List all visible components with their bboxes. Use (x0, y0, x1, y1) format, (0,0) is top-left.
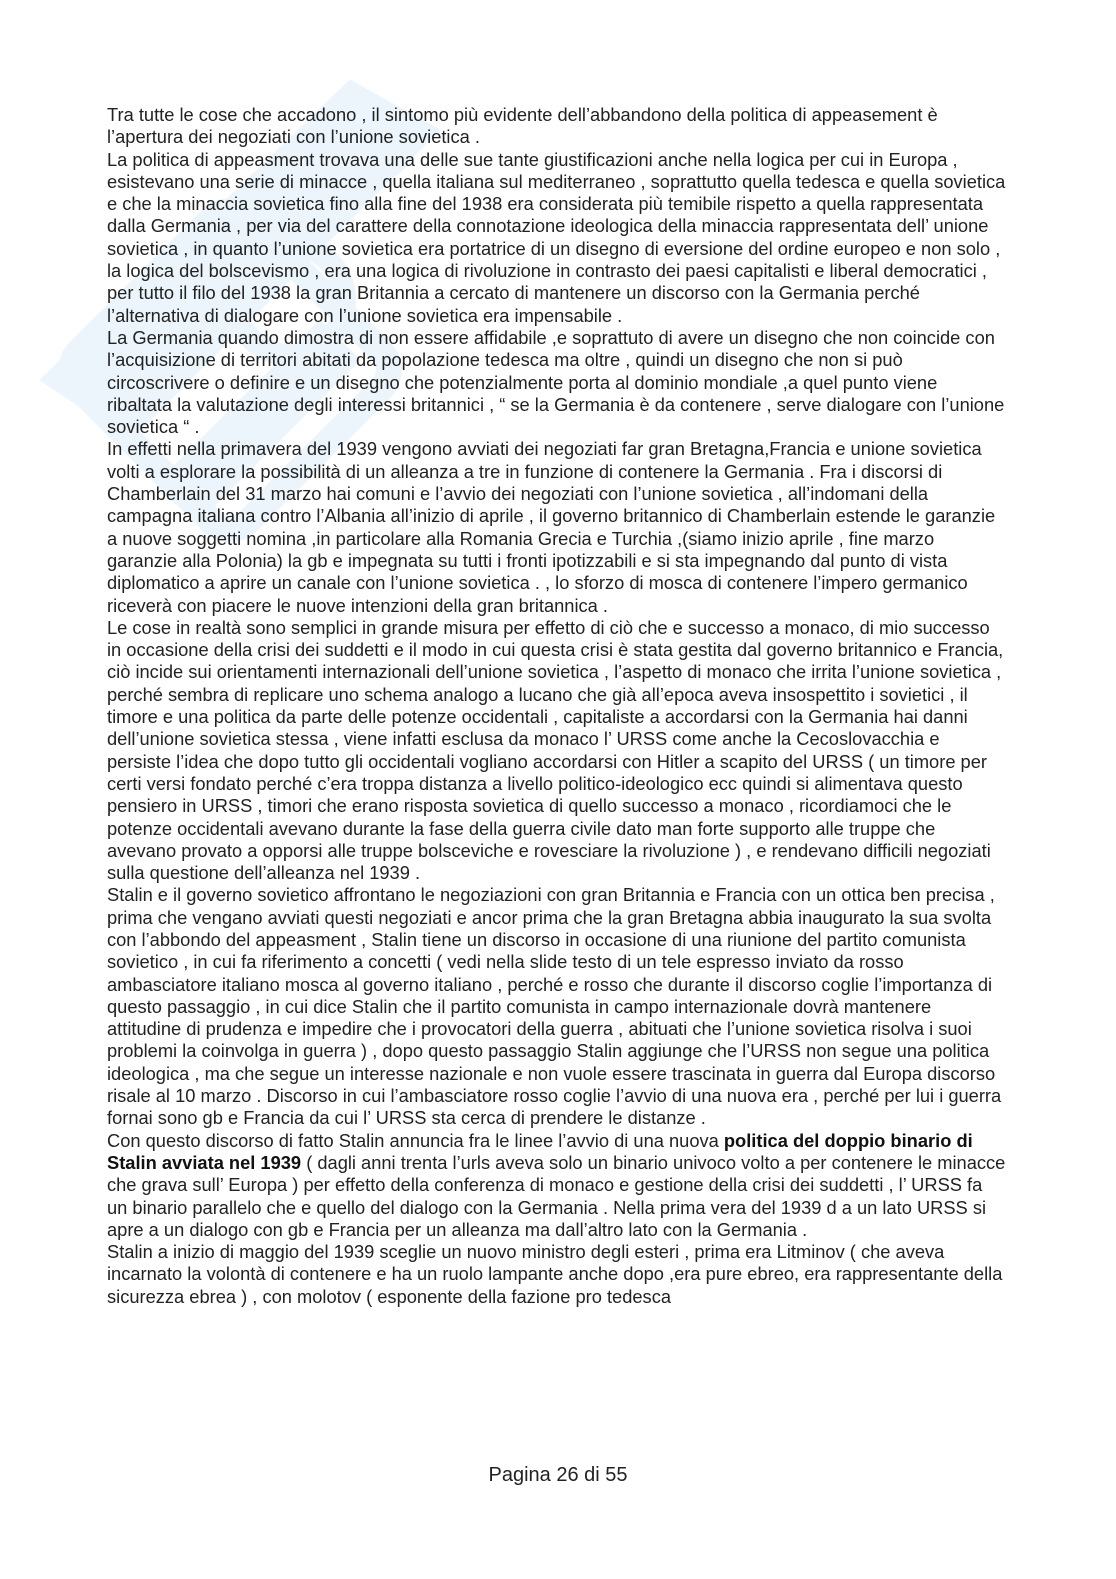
paragraph: Stalin e il governo sovietico affrontano le negoziazioni con gran Britannia e Francia con un ottica ben precisa , prima che vengano avviati questi negoziati e ancor prima che la gran Bretagna abbia inaugurato la sua svolta con l’abbondo del appeasment , Stalin tiene un discorso in occasione di una riunione del partito comunista sovietico , in cui fa riferimento a concetti ( vedi nella slide testo di un tele espresso inviato da rosso ambasciatore italiano mosca al governo italiano , perché e rosso che durante il discorso coglie l’importanza di questo passaggio , in cui dice Stalin che il partito comunista in campo internazionale dovrà mantenere attitudine di prudenza e impedire che i provocatori della guerra , abituati che l’unione sovietica risolva i suoi problemi la coinvolga in guerra ) , dopo questo passaggio Stalin aggiunge che l’URSS non segue una politica ideologica , ma che segue un interesse nazionale e non vuole essere trascinata in guerra dal Europa discorso risale al 10 marzo . Discorso in cui l’ambasciatore rosso coglie l’avvio di una nuova era , perché per lui i guerra fornai sono gb e Francia da cui l’ URSS sta cerca di prendere le distanze . (107, 884, 1002, 1129)
paragraph: La Germania quando dimostra di non essere affidabile ,e soprattuto di avere un disegno che non coincide con l’acquisizione di territori abitati da popolazione tedesca ma oltre , quindi un disegno che non si può circoscrivere o definire e un disegno che potenzialmente porta al dominio mondiale ,a quel punto viene ribaltata la valutazione degli interessi britannici , “ se la Germania è da contenere , serve dialogare con l’unione sovietica “ . (107, 326, 1005, 438)
page-number: Pagina 26 di 55 (488, 1464, 628, 1486)
paragraph (107, 1130, 1007, 1241)
paragraph: Le cose in realtà sono semplici in grande misura per effetto di ciò che e successo a monaco, di mio successo in occasione della crisi dei suddetti e il modo in cui questa crisi è stata gestita dal governo britannico e Francia, ciò incide sui orientamenti internazionali dell’unione sovietica , l’aspetto di monaco che irrita l’unione sovietica , perché sembra di replicare uno schema analogo a lucano che già all’epoca aveva insospettito i sovietici , il timore e una politica da parte delle potenze occidentali , capitaliste a accordarsi con la Germania hai danni dell’unione sovietica stessa , viene infatti esclusa da monaco l’ URSS come anche la Cecoslovacchia e persiste l’idea che dopo tutto gli occidentali vogliano accordarsi con Hitler a scapito del URSS ( un timore per certi versi fondato perché c’era troppa distanza a livello politico-ideologico ecc quindi si alimentava questo pensiero in URSS , timori che erano risposta sovietica di quello successo a monaco , ricordiamoci che le potenze occidentali avevano durante la fase della guerra civile dato man forte supporto alle truppe che avevano provato a opporsi alle truppe bolsceviche e rovesciare la rivoluzione ) , e rendevano difficili negoziati sulla questione dell’alleanza nel 1939 . (107, 616, 1004, 884)
document-body (107, 104, 1007, 1308)
bold-heading: politica del doppio binario di Stalin avviata nel 1939 (107, 1129, 973, 1173)
paragraph: La politica di appeasment trovava una delle sue tante giustificazioni anche nella logica per cui in Europa , esistevano una serie di minacce , quella italiana sul mediterraneo , soprattutto quella tedesca e quella sovietica e che la minaccia sovietica fino alla fine del 1938 era considerata più temibile rispetto a quella rappresentata dalla Germania , per via del carattere della connotazione ideologica della minaccia rappresentata dell’ unione sovietica , in quanto l’unione sovietica era portatrice di un disegno di eversione del ordine europeo e non solo , la logica del bolscevismo , era una logica di rivoluzione in contrasto dei paesi capitalisti e liberal democratici , per tutto il filo del 1938 la gran Britannia a cercato di mantenere un discorso con la Germania perché l’alternativa di dialogare con l’unione sovietica era impensabile . (107, 148, 1006, 326)
paragraph-text: Con questo discorso di fatto Stalin annuncia fra le linee l’avvio di una nuova (107, 1129, 724, 1151)
paragraph: In effetti nella primavera del 1939 vengono avviati dei negoziati far gran Bretagna,Francia e unione sovietica volti a esplorare la possibilità di un alleanza a tre in funzione di contenere la Germania . Fra i discorsi di Chamberlain del 31 marzo hai comuni e l’avvio dei negoziati con l’unione sovietica , all’indomani della campagna italiana contro l’Albania all’inizio di aprile , il governo britannico di Chamberlain estende le garanzie a nuove soggetti nomina ,in particolare alla Romania Grecia e Turchia ,(siamo inizio aprile , fine marzo garanzie alla Polonia) la gb e impegnata su tutti i fronti ipotizzabili e si sta impegnando dal punto di vista diplomatico a aprire un canale con l’unione sovietica . , lo sforzo di mosca di contenere l’impero germanico riceverà con piacere le nuove intenzioni della gran britannica . (107, 438, 996, 616)
paragraph: Stalin a inizio di maggio del 1939 sceglie un nuovo ministro degli esteri , prima era Litminov ( che aveva incarnato la volontà di contenere e ha un ruolo lampante anche dopo ,era pure ebreo, era rappresentante della sicurezza ebrea ) , con molotov ( esponente della fazione pro tedesca (107, 1241, 1003, 1307)
paragraph: Tra tutte le cose che accadono , il sintomo più evidente dell’abbandono della politica di appeasement è l’apertura dei negoziati con l’unione sovietica . (107, 104, 938, 148)
paragraph-text: ( dagli anni trenta l’urls aveva solo un binario univoco volto a per contenere le minacce che grava sull’ Europa ) per effetto della conferenza di monaco e gestione della crisi dei suddetti , l’ URSS fa un binario parallelo che e quello del dialogo con la Germania . Nella prima vera del 1939 d a un lato URSS si apre a un dialogo con gb e Francia per un alleanza ma dall’altro lato con la Germania . (107, 1151, 1006, 1240)
